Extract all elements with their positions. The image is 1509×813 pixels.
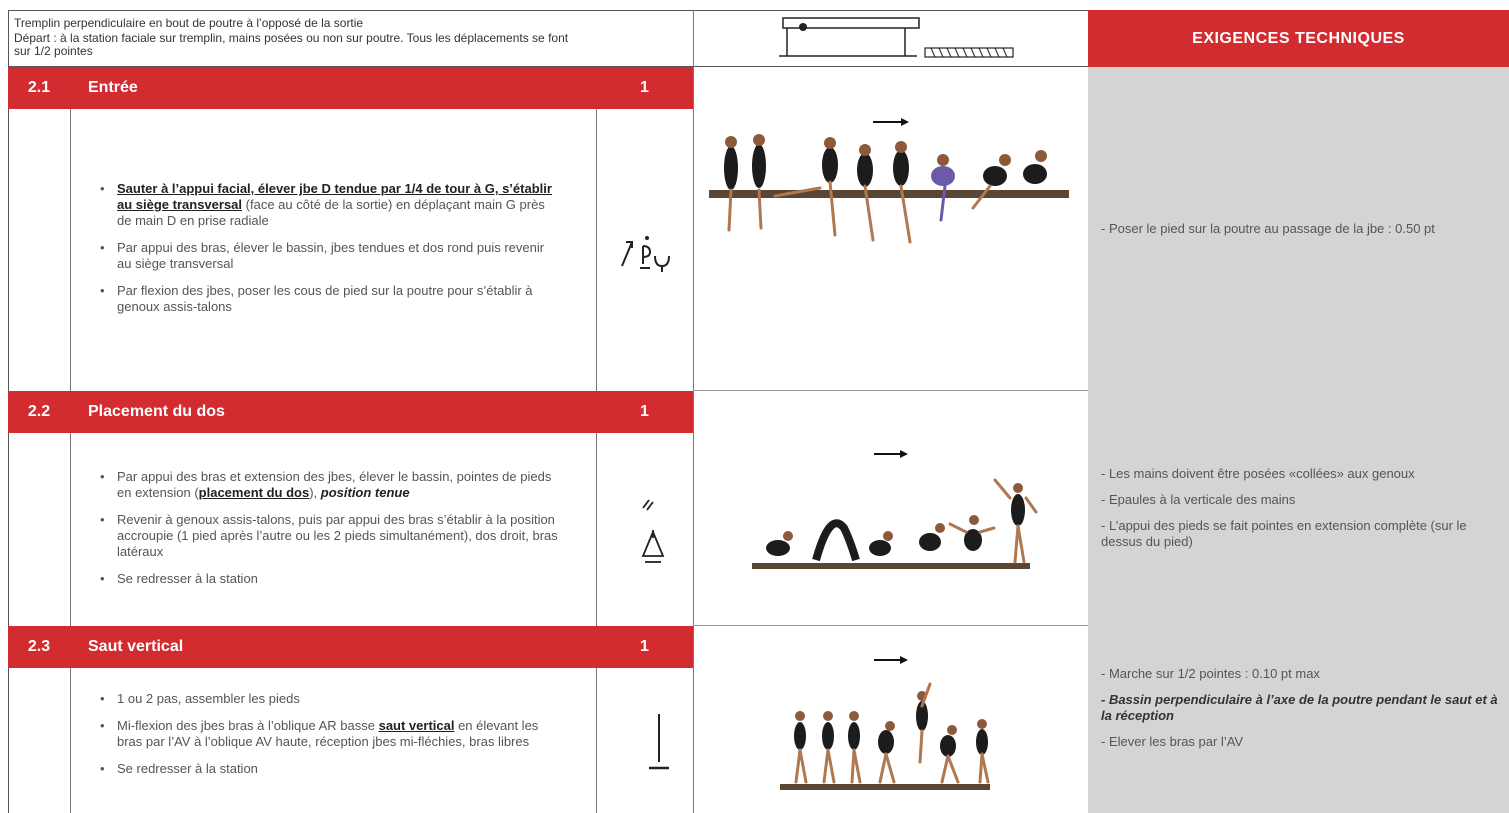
requirement-item: - Poser le pied sur la poutre au passage de la jbe : 0.50 pt — [1101, 221, 1435, 236]
gymnast-sequence-image — [740, 440, 1040, 580]
list-item — [100, 469, 560, 501]
section-points: 1 — [640, 638, 649, 655]
section-2-1-illustration — [705, 110, 1075, 250]
section-title: Placement du dos — [88, 403, 225, 420]
requirement-item: - Bassin perpendiculaire à l’axe de la poutre pendant le saut et à la réception — [1101, 692, 1498, 723]
item-text: Par appui des bras et extension des jbes, élever le bassin, pointes de pieds en extension ( — [117, 469, 552, 500]
item-text: en élevant les bras par l’AV à l’oblique AV haute, réception jbes mi-fléchies, bras libres — [117, 718, 539, 749]
row-divider-2 — [693, 625, 1088, 626]
section-number: 2.1 — [27, 79, 51, 96]
beam-setup-diagram — [695, 10, 1088, 66]
list-item: • Par flexion des jbes, poser les cous de pied sur la poutre pour s’établir à genoux assis-talons — [100, 283, 555, 315]
section-number: 2.2 — [27, 403, 51, 420]
row-divider-1 — [693, 390, 1088, 391]
requirement-item: - Epaules à la verticale des mains — [1101, 492, 1296, 507]
list-item: • Par appui des bras, élever le bassin, jbes tendues et dos rond puis revenir au siège transversal — [100, 240, 555, 272]
section-header-2-1 — [8, 67, 693, 109]
number-column-border — [70, 109, 71, 813]
setup-line-1: Tremplin perpendiculaire en bout de poutre à l’opposé de la sortie — [14, 16, 364, 30]
back-placement-symbol-icon — [600, 494, 690, 580]
gymnast-sequence-image — [770, 646, 1030, 796]
item-text: Mi-flexion des jbes bras à l’oblique AR basse — [117, 718, 379, 733]
section-2-1-instructions — [100, 181, 555, 326]
section-title: Entrée — [88, 79, 138, 96]
requirement-item: - Elever les bras par l’AV — [1101, 734, 1244, 749]
entry-symbol-icon — [600, 226, 690, 282]
vertical-jump-symbol-icon — [600, 710, 690, 782]
setup-line-3: sur 1/2 pointes — [14, 44, 93, 58]
section-header-2-3 — [8, 626, 693, 668]
section-2-3-requirements — [1101, 666, 1506, 760]
section-number: 2.3 — [27, 638, 51, 655]
list-item: • 1 ou 2 pas, assembler les pieds — [100, 691, 555, 707]
section-2-3-instructions — [100, 691, 555, 788]
emphasized-text: saut vertical — [378, 718, 455, 733]
gymnast-sequence-image — [705, 110, 1075, 250]
exercise-setup-description — [8, 10, 698, 66]
requirement-item: - Les mains doivent être posées «collées» aux genoux — [1101, 466, 1415, 481]
section-points: 1 — [640, 79, 649, 96]
requirement-item: - Marche sur 1/2 pointes : 0.10 pt max — [1101, 666, 1320, 681]
requirement-item: - L’appui des pieds se fait pointes en extension complète (sur le dessus du pied) — [1101, 518, 1467, 549]
list-item: • Se redresser à la station — [100, 571, 560, 587]
beam-springboard-icon — [695, 10, 1088, 66]
list-item — [100, 718, 555, 750]
section-2-3-illustration — [770, 646, 1030, 796]
section-header-2-2 — [8, 391, 693, 433]
emphasized-text: placement du dos — [198, 485, 310, 500]
list-item: • Revenir à genoux assis-talons, puis par appui des bras s’établir à la position accroupie (1 pied après l’autre ou les 2 pieds simultanément), dos droit, bras latéraux — [100, 512, 560, 560]
technical-requirements-header: EXIGENCES TECHNIQUES — [1088, 10, 1509, 67]
section-title: Saut vertical — [88, 638, 184, 655]
symbol-column-border-left — [596, 109, 597, 813]
item-text: ), — [309, 485, 321, 500]
image-column-border-left — [693, 10, 694, 813]
list-item: • Se redresser à la station — [100, 761, 555, 777]
emphasized-text: Sauter à l’appui facial, élever jbe D tendue par 1/4 de tour à G, s’établir au siège transversal — [117, 181, 552, 212]
section-2-2-illustration — [740, 440, 1040, 580]
section-2-2-requirements — [1101, 466, 1506, 560]
setup-line-2: Départ : à la station faciale sur tremplin, mains posées ou non sur poutre. Tous les déplacements se font — [14, 31, 569, 45]
italic-text: position tenue — [320, 485, 410, 500]
item-text: (face au côté de la sortie) en déplaçant main G près de main D en prise radiale — [117, 197, 545, 228]
section-2-2-instructions — [100, 469, 560, 598]
list-item — [100, 181, 555, 229]
section-points: 1 — [640, 403, 649, 420]
section-2-1-requirements — [1101, 221, 1506, 247]
